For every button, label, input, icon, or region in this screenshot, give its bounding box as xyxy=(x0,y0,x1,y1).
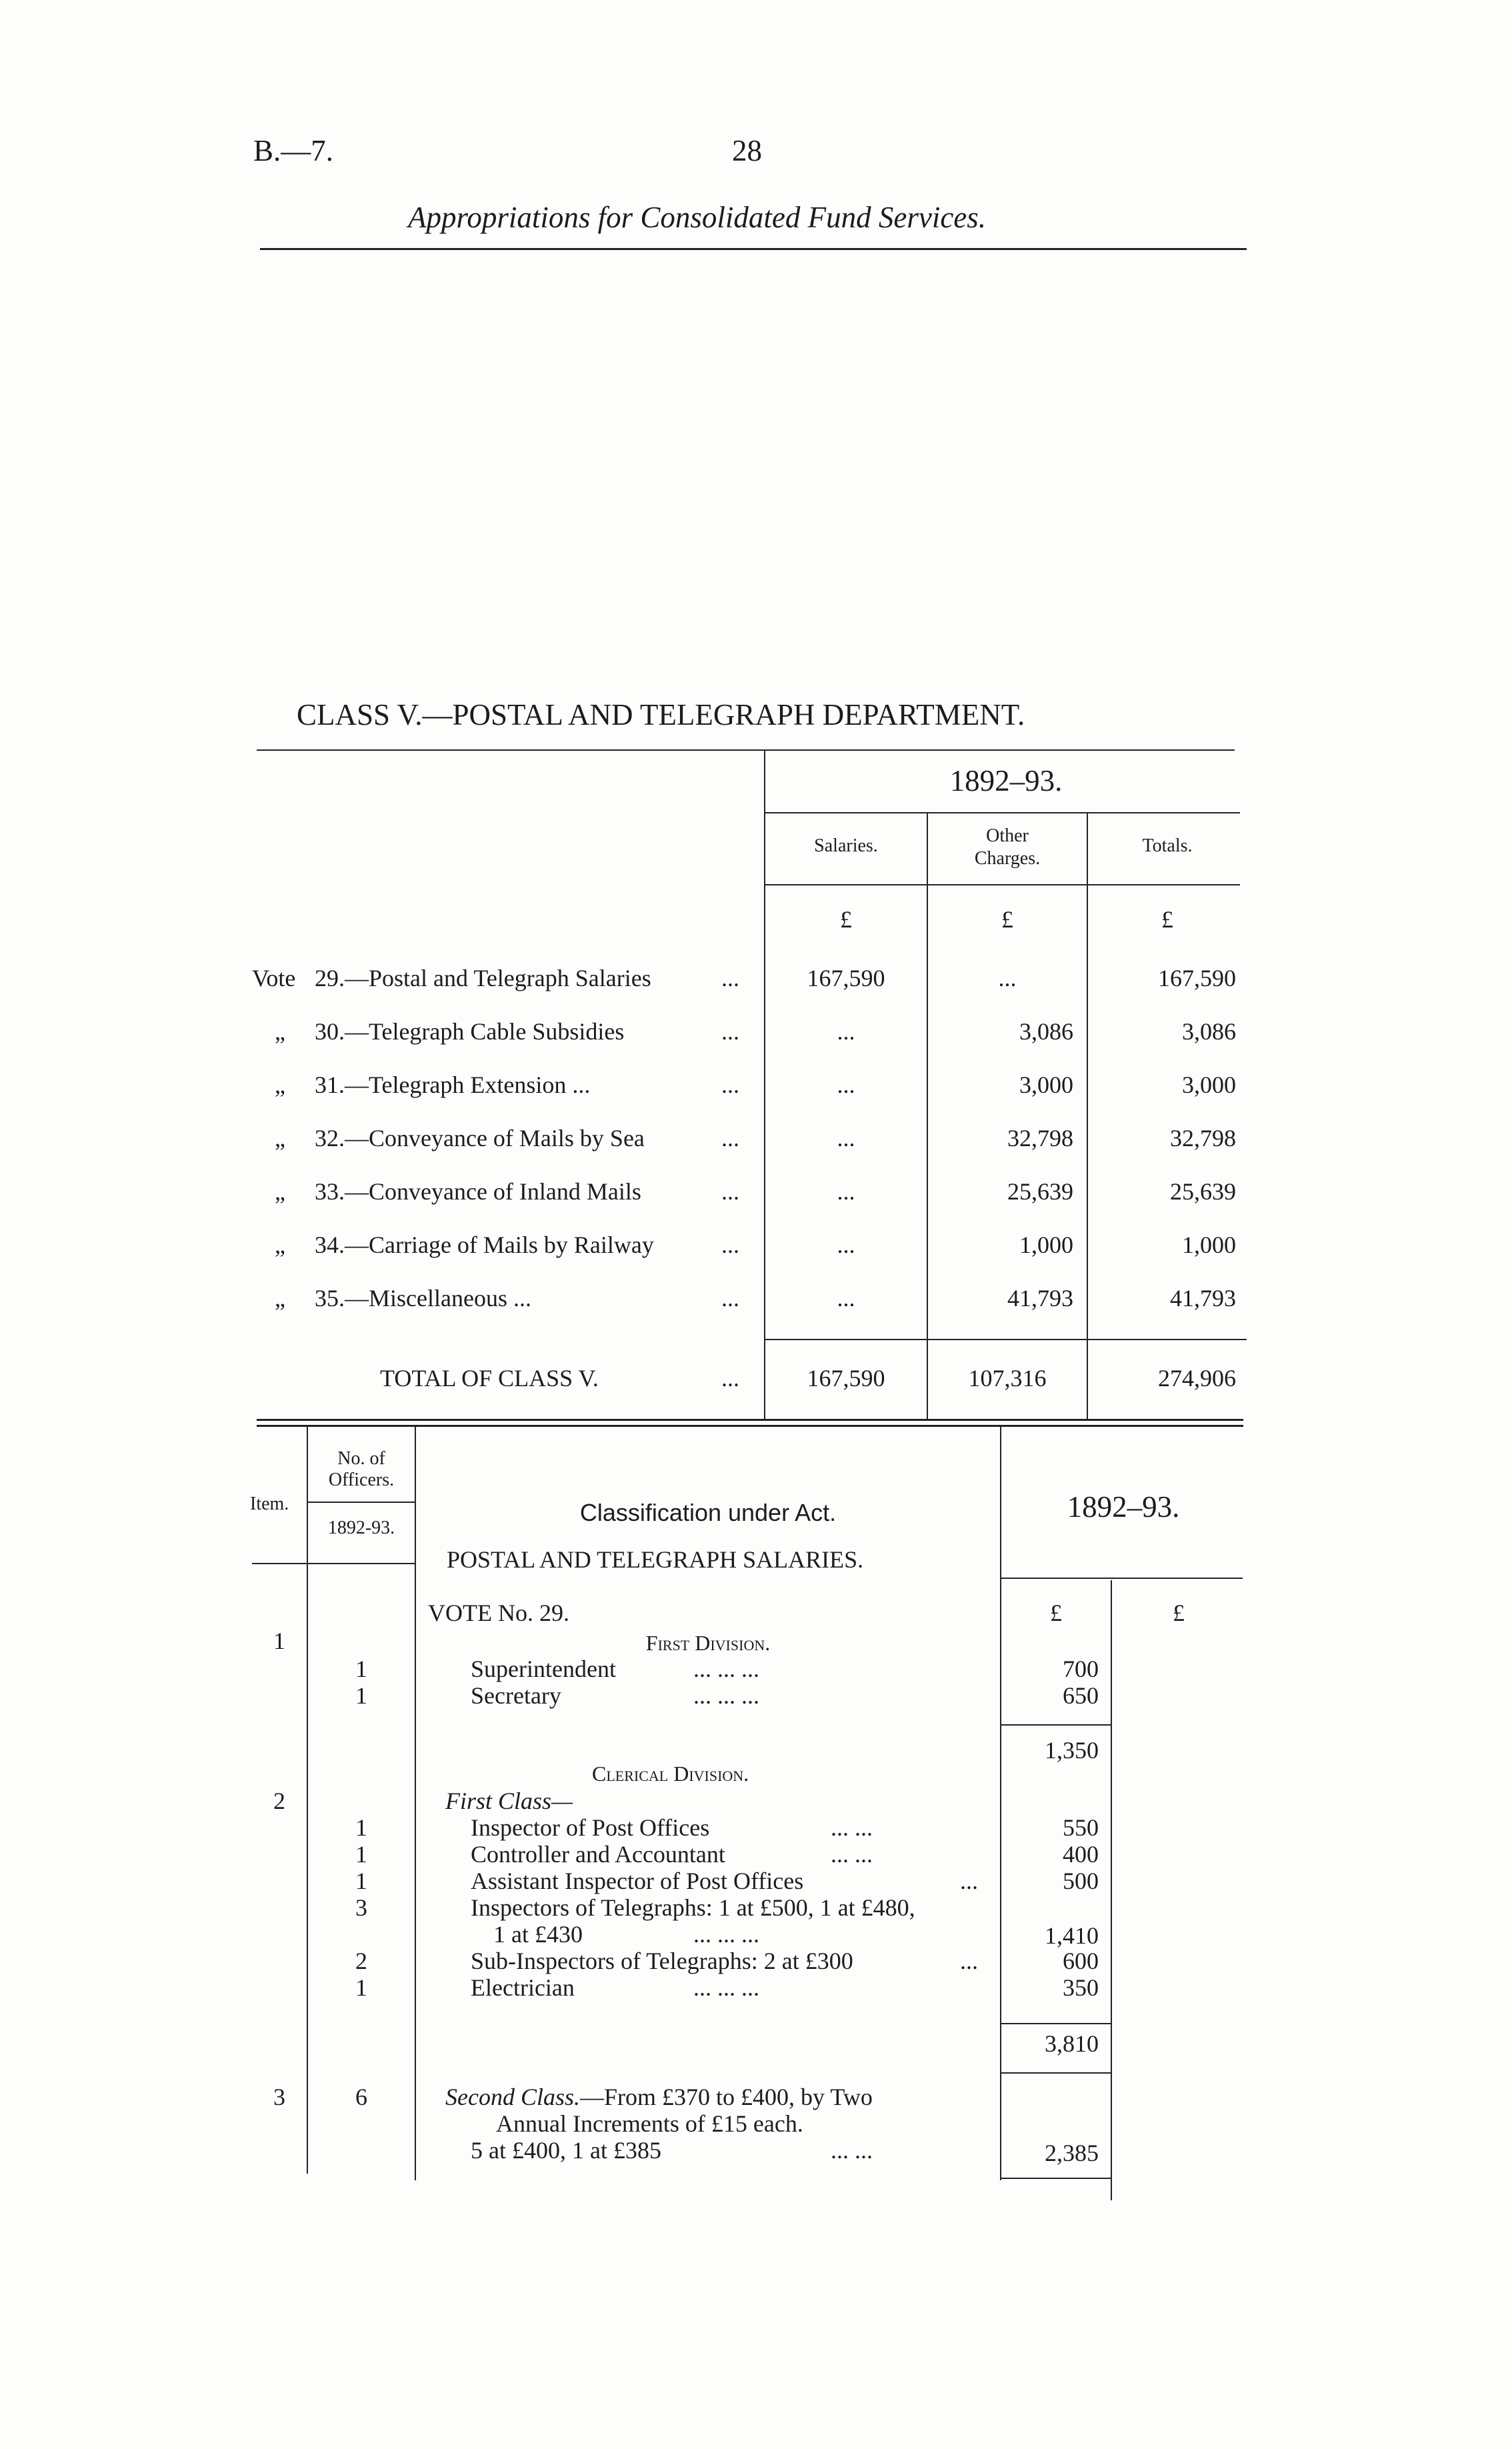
row-other: 3,000 xyxy=(1019,1071,1073,1098)
col-officers-2: Officers. xyxy=(328,1470,395,1490)
double-rule-top xyxy=(257,1419,1243,1421)
row-prefix: „ xyxy=(275,1232,285,1258)
position-label: Inspectors of Telegraphs: 1 at £500, 1 at £480, xyxy=(471,1894,915,1921)
officer-count: 1 xyxy=(355,1682,367,1709)
position-label: Controller and Accountant xyxy=(471,1841,725,1868)
row-label: 29.—Postal and Telegraph Salaries xyxy=(315,965,651,991)
row-total: 3,086 xyxy=(1182,1018,1236,1045)
row-prefix: „ xyxy=(275,1125,285,1151)
position-label-cont: 1 at £430 xyxy=(493,1921,583,1948)
position-dots: ... ... ... xyxy=(693,1656,759,1682)
page-number: 28 xyxy=(732,134,762,167)
header-rule xyxy=(260,248,1247,250)
subtotal3-rule xyxy=(1001,2178,1111,2179)
col-year: 1892–93. xyxy=(1067,1490,1180,1524)
second-class-line3: 5 at £400, 1 at £385 xyxy=(471,2137,661,2164)
row-label: 34.—Carriage of Mails by Railway xyxy=(315,1232,654,1258)
item-number: 3 xyxy=(273,2084,285,2110)
position-amount: 550 xyxy=(1063,1814,1099,1841)
detail-rule-year xyxy=(1000,1427,1001,2180)
position-dots: ... ... ... xyxy=(693,1682,759,1709)
clerical-division-heading: Clerical Division. xyxy=(592,1762,749,1786)
total-dots: ... xyxy=(721,1365,739,1392)
row-other: 25,639 xyxy=(1007,1178,1073,1205)
detail-item-rule xyxy=(252,1563,307,1564)
position-label: Sub-Inspectors of Telegraphs: 2 at £300 xyxy=(471,1948,853,1974)
subtotal1-rule xyxy=(1001,1724,1111,1726)
total-other: 107,316 xyxy=(968,1365,1047,1392)
row-prefix: „ xyxy=(275,1071,285,1098)
position-dots: ... ... xyxy=(831,1814,873,1841)
vote-heading: VOTE No. 29. xyxy=(428,1600,569,1626)
row-salaries: 167,590 xyxy=(807,965,885,991)
position-dots: ... ... ... xyxy=(693,1974,759,2001)
summary-rule-mid2 xyxy=(1087,813,1088,1419)
row-dots: ... xyxy=(721,1071,739,1098)
detail-rule-officers xyxy=(415,1427,416,2180)
position-dots: ... xyxy=(960,1948,978,1974)
row-dots: ... xyxy=(721,1232,739,1258)
currency-col2: £ xyxy=(1173,1600,1185,1626)
position-amount: 400 xyxy=(1063,1841,1099,1868)
row-label: 31.—Telegraph Extension ... xyxy=(315,1071,591,1098)
position-label: Electrician xyxy=(471,1974,575,2001)
officer-count: 1 xyxy=(355,1868,367,1894)
detail-rule-subtotal xyxy=(1111,1580,1112,2200)
page-reference: B.—7. xyxy=(253,134,334,167)
position-dots: ... ... ... xyxy=(693,1921,759,1948)
position-dots: ... ... xyxy=(831,1841,873,1868)
row-prefix: Vote xyxy=(252,965,296,991)
row-dots: ... xyxy=(721,965,739,991)
summary-title: CLASS V.—POSTAL AND TELEGRAPH DEPARTMENT. xyxy=(297,698,1025,731)
row-prefix: „ xyxy=(275,1285,285,1312)
item-number: 1 xyxy=(273,1628,285,1654)
position-amount: 2,385 xyxy=(1045,2140,1099,2166)
row-dots: ... xyxy=(721,1125,739,1151)
col-item: Item. xyxy=(250,1494,289,1514)
summary-top-rule xyxy=(257,749,1235,751)
total-salaries: 167,590 xyxy=(807,1365,885,1392)
subtotal-first-class: 3,810 xyxy=(1045,2030,1099,2057)
currency-other: £ xyxy=(1001,906,1013,933)
first-class-heading: First Class— xyxy=(445,1788,573,1814)
position-amount: 1,410 xyxy=(1045,1922,1099,1949)
currency-totals: £ xyxy=(1161,906,1173,933)
row-prefix: „ xyxy=(275,1018,285,1045)
col-other-charges-1: Other xyxy=(986,825,1029,846)
second-class-heading: Second Class. xyxy=(445,2084,580,2110)
row-salaries: ... xyxy=(837,1071,855,1098)
position-dots: ... xyxy=(960,1868,978,1894)
row-label: 32.—Conveyance of Mails by Sea xyxy=(315,1125,645,1151)
row-salaries: ... xyxy=(837,1285,855,1312)
row-other: 41,793 xyxy=(1007,1285,1073,1312)
row-salaries: ... xyxy=(837,1232,855,1258)
row-other: ... xyxy=(998,965,1017,991)
officer-count: 1 xyxy=(355,1814,367,1841)
col-officers-year: 1892-93. xyxy=(327,1518,395,1538)
running-title: Appropriations for Consolidated Fund Services. xyxy=(408,201,987,234)
row-prefix: „ xyxy=(275,1178,285,1205)
detail-year-rule xyxy=(1001,1578,1243,1579)
col-other-charges-2: Charges. xyxy=(974,848,1041,869)
col-salaries: Salaries. xyxy=(814,835,878,856)
summary-year: 1892–93. xyxy=(949,764,1063,797)
double-rule-bottom xyxy=(257,1425,1243,1427)
col-totals: Totals. xyxy=(1142,835,1193,856)
officer-count: 2 xyxy=(355,1948,367,1974)
currency-col1: £ xyxy=(1050,1600,1062,1626)
position-label: Assistant Inspector of Post Offices xyxy=(471,1868,804,1894)
subtotal2-under-rule xyxy=(1001,2072,1111,2074)
officer-count: 1 xyxy=(355,1974,367,2001)
second-class-line2: Annual Increments of £15 each. xyxy=(496,2110,803,2137)
summary-colhead-rule xyxy=(765,884,1240,885)
position-amount: 600 xyxy=(1063,1948,1099,1974)
row-other: 1,000 xyxy=(1019,1232,1073,1258)
row-total: 32,798 xyxy=(1170,1125,1236,1151)
detail-subtitle: POSTAL AND TELEGRAPH SALARIES. xyxy=(447,1546,864,1573)
detail-officers-rule xyxy=(308,1563,415,1564)
col-officers-1: No. of xyxy=(337,1448,385,1469)
officer-count: 1 xyxy=(355,1656,367,1682)
second-class-label xyxy=(445,2083,873,2111)
second-class-terms: —From £370 to £400, by Two xyxy=(580,2084,873,2110)
officer-count: 6 xyxy=(355,2084,367,2110)
officer-count: 3 xyxy=(355,1894,367,1921)
row-total: 167,590 xyxy=(1158,965,1236,991)
row-other: 32,798 xyxy=(1007,1125,1073,1151)
row-salaries: ... xyxy=(837,1178,855,1205)
row-total: 3,000 xyxy=(1182,1071,1236,1098)
position-label: Inspector of Post Offices xyxy=(471,1814,710,1841)
col-classification: Classification under Act. xyxy=(579,1499,837,1526)
position-amount: 700 xyxy=(1063,1656,1099,1682)
position-label: Superintendent xyxy=(471,1656,616,1682)
detail-rule-item xyxy=(307,1427,308,2174)
position-amount: 350 xyxy=(1063,1974,1099,2001)
row-dots: ... xyxy=(721,1018,739,1045)
position-dots: ... ... xyxy=(831,2137,873,2164)
item-number: 2 xyxy=(273,1788,285,1814)
total-grand: 274,906 xyxy=(1158,1365,1236,1392)
row-total: 41,793 xyxy=(1170,1285,1236,1312)
position-amount: 500 xyxy=(1063,1868,1099,1894)
row-salaries: ... xyxy=(837,1018,855,1045)
row-total: 25,639 xyxy=(1170,1178,1236,1205)
row-label: 35.—Miscellaneous ... xyxy=(315,1285,531,1312)
row-total: 1,000 xyxy=(1182,1232,1236,1258)
row-other: 3,086 xyxy=(1019,1018,1073,1045)
position-label: Secretary xyxy=(471,1682,561,1709)
row-dots: ... xyxy=(721,1178,739,1205)
row-label: 30.—Telegraph Cable Subsidies xyxy=(315,1018,625,1045)
officers-year-rule xyxy=(308,1502,415,1503)
officer-count: 1 xyxy=(355,1841,367,1868)
summary-total-rule xyxy=(765,1339,1247,1340)
row-dots: ... xyxy=(721,1285,739,1312)
position-amount: 650 xyxy=(1063,1682,1099,1709)
row-salaries: ... xyxy=(837,1125,855,1151)
summary-rule-mid1 xyxy=(927,813,928,1419)
currency-salaries: £ xyxy=(840,906,852,933)
first-division-heading: First Division. xyxy=(645,1631,771,1655)
row-label: 33.—Conveyance of Inland Mails xyxy=(315,1178,641,1205)
subtotal2-rule xyxy=(1001,2023,1111,2024)
subtotal-first-division: 1,350 xyxy=(1045,1737,1099,1764)
summary-year-rule xyxy=(765,812,1240,813)
total-label: TOTAL OF CLASS V. xyxy=(380,1365,599,1392)
